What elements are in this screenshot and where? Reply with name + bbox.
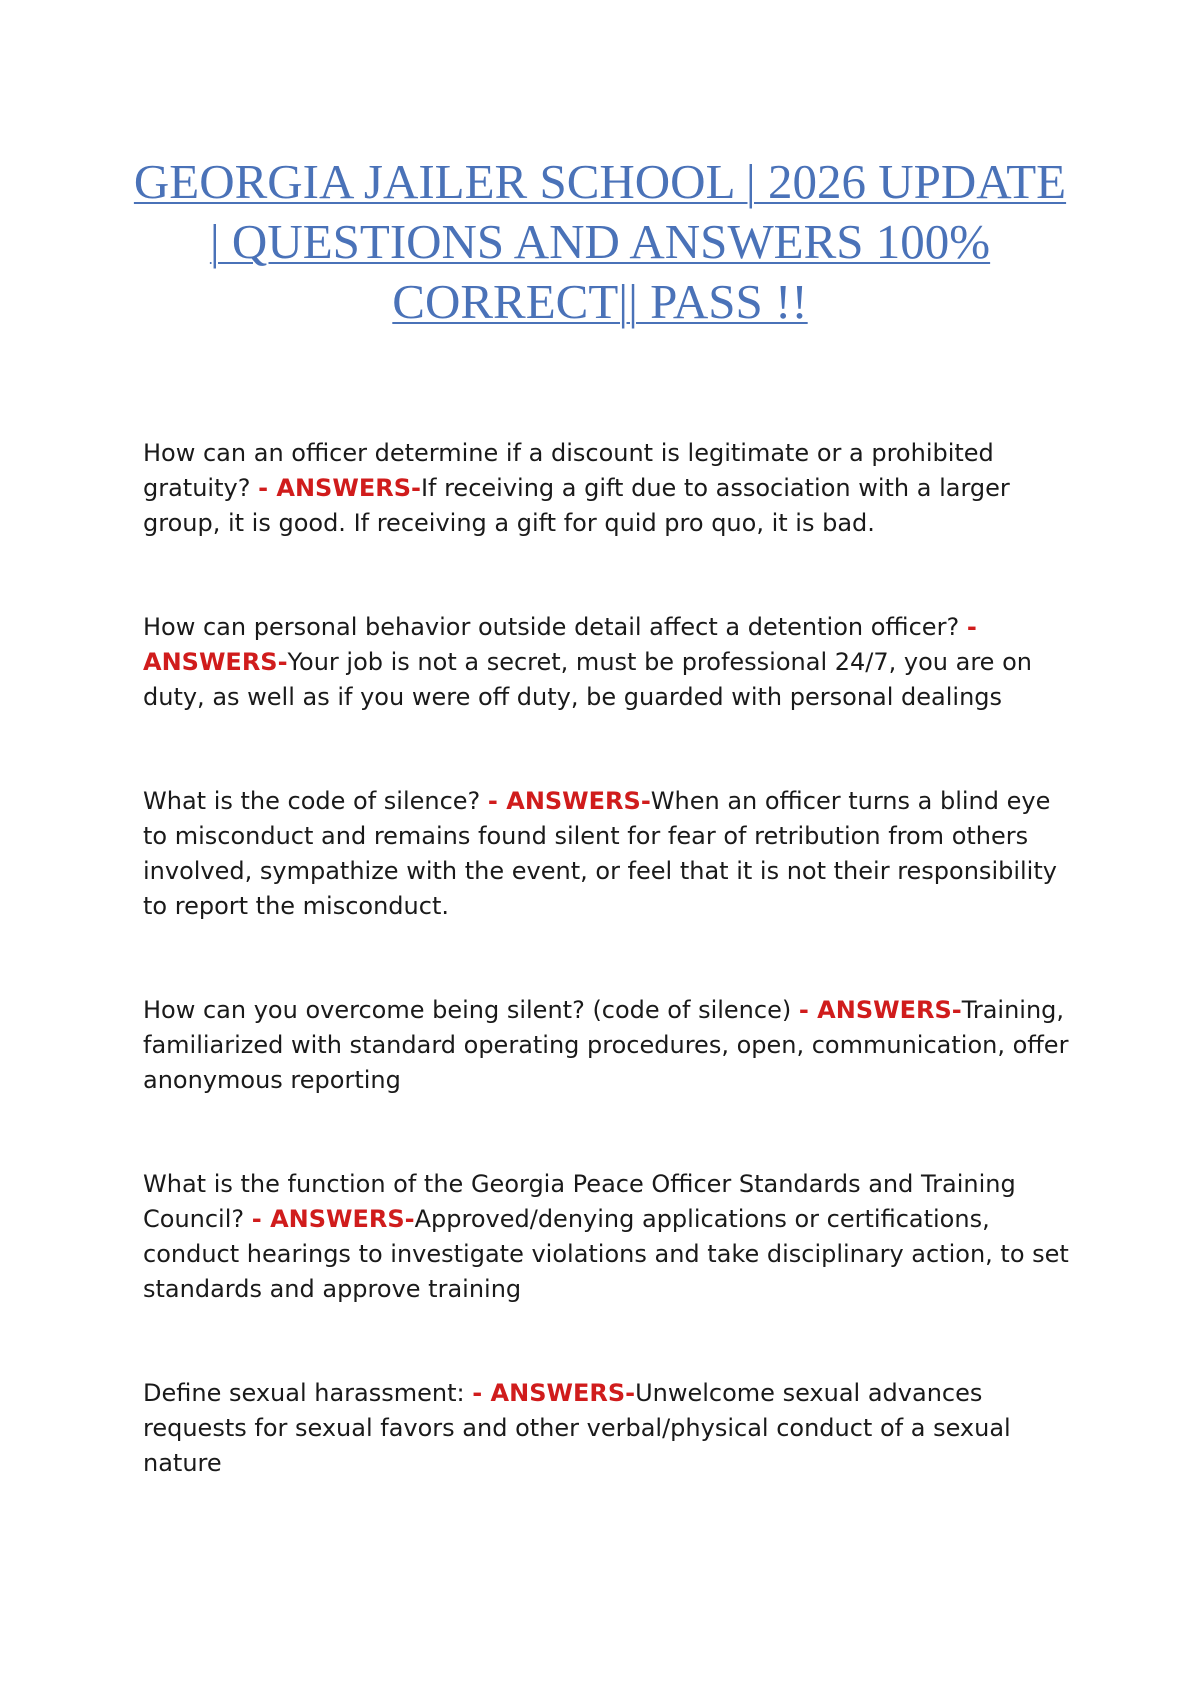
answer-marker: - ANSWERS- — [487, 787, 651, 815]
qa-list — [143, 436, 1073, 1550]
qa-item — [143, 993, 1073, 1098]
answer-text: If receiving a gift due to association with a larger group, it is good. If receiving a gift for quid pro quo, it is bad. — [143, 474, 1010, 537]
question-text: How can an officer determine if a discount is legitimate or a prohibited gratuity? — [143, 439, 994, 502]
question-text: What is the function of the Georgia Peace Officer Standards and Training Council? — [143, 1170, 1016, 1233]
answer-text: Approved/denying applications or certifications, conduct hearings to investigate violations and take disciplinary action, to set standards and approve training — [143, 1205, 1069, 1303]
question-text: How can personal behavior outside detail affect a detention officer? — [143, 613, 967, 641]
answer-marker: - ANSWERS- — [143, 613, 977, 676]
answer-text: Your job is not a secret, must be professional 24/7, you are on duty, as well as if you were off duty, be guarded with personal dealings — [143, 648, 1032, 711]
document-title[interactable]: GEORGIA JAILER SCHOOL | 2026 UPDATE | QUESTIONS AND ANSWERS 100% CORRECT|| PASS !! — [133, 154, 1067, 329]
answer-marker: - ANSWERS- — [258, 474, 421, 502]
question-text: How can you overcome being silent? (code of silence) — [143, 996, 799, 1024]
question-text: Define sexual harassment: — [143, 1379, 473, 1407]
answer-marker: - ANSWERS- — [251, 1205, 415, 1233]
question-text: What is the code of silence? — [143, 787, 488, 815]
answer-text: Unwelcome sexual advances requests for sexual favors and other verbal/physical conduct of a sexual nature — [143, 1379, 1011, 1477]
qa-item — [143, 1167, 1073, 1307]
answer-text: Training, familiarized with standard operating procedures, open, communication, offer anonymous reporting — [143, 996, 1069, 1094]
qa-item — [143, 784, 1073, 924]
qa-item — [143, 610, 1073, 715]
qa-item — [143, 436, 1073, 541]
answer-marker: - ANSWERS- — [798, 996, 962, 1024]
answer-marker: - ANSWERS- — [472, 1379, 636, 1407]
qa-item — [143, 1376, 1073, 1481]
answer-text: When an officer turns a blind eye to misconduct and remains found silent for fear of retribution from others involved, sympathize with the event, or feel that it is not their responsibility to report the misconduct. — [143, 787, 1057, 920]
